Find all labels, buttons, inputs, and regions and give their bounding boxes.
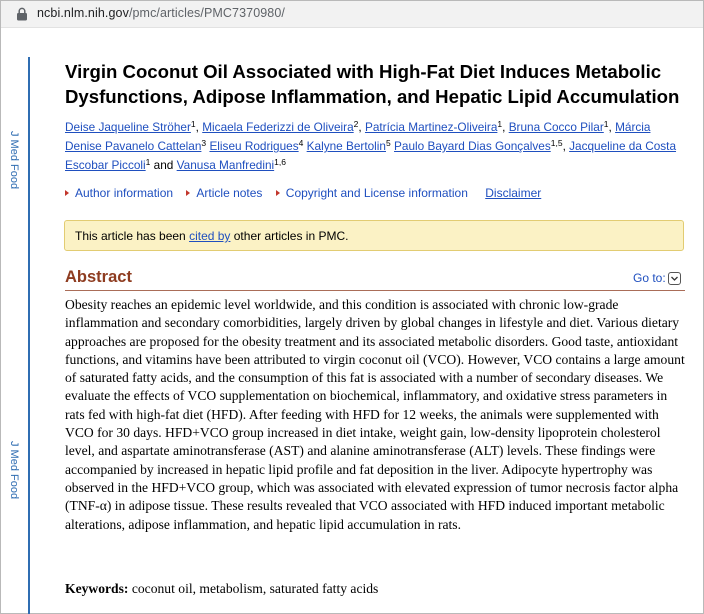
author-link[interactable]: Deise Jaqueline Ströher [65,120,191,134]
author-information-link[interactable]: Author information [65,186,173,200]
journal-sidebar-line [28,57,30,614]
author-list: Deise Jaqueline Ströher$^1$, Micaela Federizzi de Oliveira$^2$, Patrícia Martinez-Oliveira$^1$, Bruna Cocco Pilar$^1$, Márcia Denise Pavanelo Cattelan$^3$ Eliseu Rodrigues$^4$ Kalyne Bertolin$^5$ Paulo Bayard Dias Gonçalves$^{1,5}$, Jacqueline da Costa Escobar Piccoli$^1$ and Vanusa Manfredini$^{1,6}$ [65,119,677,172]
copyright-license-link[interactable]: Copyright and License information [276,186,468,200]
abstract-divider [65,290,685,291]
journal-side-label-top: J Med Food [8,131,20,190]
cited-by-link[interactable]: cited by [189,229,231,243]
chevron-down-icon [668,272,681,285]
expand-triangle-icon [186,190,190,196]
author-link[interactable]: Bruna Cocco Pilar [508,120,604,134]
affiliation-marker[interactable]: 1 [603,119,609,129]
keywords-value: coconut oil, metabolism, saturated fatty acids [131,581,379,596]
affiliation-marker[interactable]: 1,6 [274,157,286,167]
affiliation-marker[interactable]: 1,5 [550,138,563,148]
keywords-label: Keywords: [65,581,129,596]
author-link[interactable]: Micaela Federizzi de Oliveira [202,120,354,134]
abstract-text: Obesity reaches an epidemic level worldwide, and this condition is associated with chronic low-grade inflammation and secondary comorbidities, largely driven by global changes in lifestyle and diet. Various dietary approaches are proposed for the obesity treatment and its associated metabolic disorders. Good taste, antioxidant functions, and vitamins have been attributed to virgin coconut oil (VCO). However, VCO contains a large amount of saturated fatty acids, and the consumption of this fat is associated with a number of secondary diseases. We evaluate the effects of VCO supplementation on biochemical, inflammatory, and oxidative stress parameters in rats fed with high-fat diet (HFD). After feeding with HFD for 12 weeks, the animals were supplemented with VCO for 30 days. HFD+VCO group increased in diet intake, weight gain, low-density lipoprotein cholesterol level, and aspartate aminotransferase (AST) and alanine aminotransferase (ALT) levels. These findings were accompanied by increased in hepatic lipid profile and fat deposition in the liver. Adipocyte hypertrophy was observed in the HFD+VCO group, which was associated with elevated expression of tumor necrosis factor alpha (TNF-α) in adipose tissue. These results revealed that VCO associated with HFD induced important metabolic alterations, adipose inflammation, and hepatic lipid accumulation in rats. [65,297,685,532]
affiliation-marker[interactable]: 1 [145,157,151,167]
url-path: /pmc/articles/PMC7370980/ [128,6,285,20]
author-link[interactable]: Márcia Denise Pavanelo Cattelan [65,120,651,153]
abstract-heading: Abstract [65,268,132,286]
author-link[interactable]: Paulo Bayard Dias Gonçalves [394,139,551,153]
affiliation-marker[interactable]: 4 [298,138,304,148]
author-link[interactable]: Patrícia Martinez-Oliveira [364,120,498,134]
lock-icon [16,7,28,21]
author-link[interactable]: Eliseu Rodrigues [209,139,299,153]
keywords [65,581,687,597]
article-meta-links [65,186,541,200]
url-text[interactable] [37,6,285,20]
affiliation-marker[interactable]: 5 [386,138,391,148]
article-notes-link[interactable]: Article notes [186,186,262,200]
affiliation-marker[interactable]: 1 [497,119,503,129]
author-link[interactable]: Kalyne Bertolin [306,139,386,153]
affiliation-marker[interactable]: 3 [201,138,207,148]
journal-side-label-bottom: J Med Food [8,441,20,500]
affiliation-marker[interactable]: 1 [190,119,196,129]
author-link[interactable]: Jacqueline da Costa Escobar Piccoli [65,139,677,172]
goto-menu[interactable]: Go to: [633,271,681,285]
article-title: Virgin Coconut Oil Associated with High-Fat Diet Induces Metabolic Dysfunctions, Adipose Inflammation, and Hepatic Lipid Accumulation [65,61,680,107]
affiliation-marker[interactable]: 2 [353,119,359,129]
expand-triangle-icon [65,190,69,196]
address-bar[interactable] [1,1,703,28]
url-host: ncbi.nlm.nih.gov [37,6,129,20]
author-link[interactable]: Vanusa Manfredini [176,158,275,172]
disclaimer-link[interactable]: Disclaimer [485,186,542,200]
expand-triangle-icon [276,190,280,196]
cited-by-notice: This article has been cited by other articles in PMC. [64,220,684,251]
